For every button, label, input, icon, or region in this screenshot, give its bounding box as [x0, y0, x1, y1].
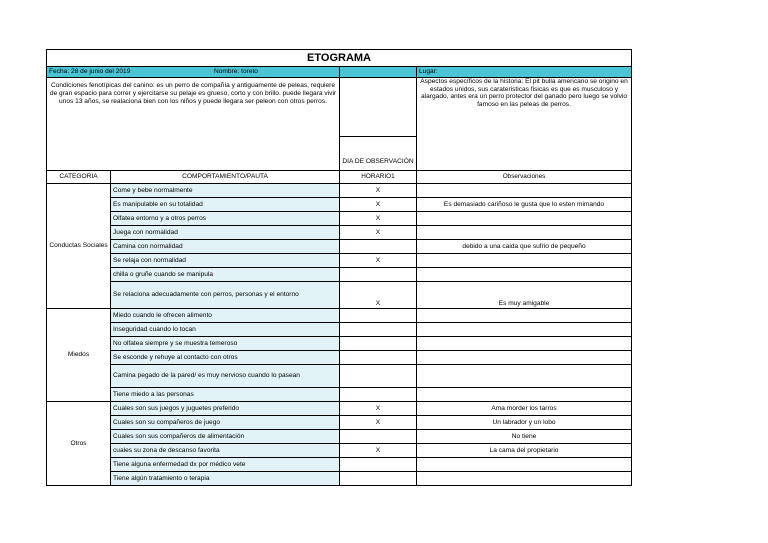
category-cell: Miedos — [47, 309, 111, 402]
table-row — [47, 184, 632, 198]
dia-blank-cell — [340, 78, 417, 137]
horario-mark-cell: X — [340, 212, 417, 226]
observation-cell: Es muy amigable — [417, 282, 632, 309]
horario-mark-cell: X — [340, 254, 417, 268]
observation-cell — [417, 337, 632, 351]
behavior-cell: Es manipulable en su totalidad — [111, 198, 340, 212]
etograma-table — [46, 49, 632, 486]
behavior-cell: Tiene alguna enfermedad dx por médico vete — [111, 458, 340, 472]
behavior-cell: Come y bebe normalmente — [111, 184, 340, 198]
behavior-cell: chilla o gruñe cuando se manipula — [111, 268, 340, 282]
category-cell: Otros — [47, 402, 111, 486]
horario-mark-cell: X — [340, 444, 417, 458]
behavior-cell: Cuales son sus compañeros de alimentación — [111, 430, 340, 444]
observation-cell: La cama del propietario — [417, 444, 632, 458]
behavior-cell: Inseguridad cuando lo tocan — [111, 323, 340, 337]
horario-mark-cell: X — [340, 402, 417, 416]
horario-mark-cell — [340, 430, 417, 444]
table-row — [47, 472, 632, 486]
horario-mark-cell: X — [340, 282, 417, 309]
behavior-cell: Camina pegado de la pared/ es muy nervioso cuando lo pasean — [111, 365, 340, 388]
header-empty-cell — [340, 67, 417, 78]
table-row — [47, 226, 632, 240]
condiciones-fenotipicas: Condiciones fenotípicas del canino: es un perro de compañía y antiguamente de peleas, requiere de gran espacio para correr y ejercitarse su pelaje es grueso, corto y con brillo. puede llegara vivir unos 13 años, se realaciona bien con los niños y puede llegara ser peleon con otros perros. — [47, 78, 340, 171]
table-row — [47, 268, 632, 282]
table-row — [47, 337, 632, 351]
behavior-cell: Se relaja con normalidad — [111, 254, 340, 268]
horario-mark-cell — [340, 323, 417, 337]
aspectos-especificos: Aspectos específicos de la historia: El pit bulla americano se origino en estados unidos, sus carateristicas fisicas es que es musculoso y alargado, antes era un perro protector del ganado pero luego se volvio famoso en las peleas de perros. — [417, 78, 632, 171]
horario-mark-cell — [340, 388, 417, 402]
behavior-cell: Juega con normalidad — [111, 226, 340, 240]
behavior-cell: Camina con normalidad — [111, 240, 340, 254]
observation-cell — [417, 388, 632, 402]
behavior-cell: Cuales son su compañeros de juego — [111, 416, 340, 430]
horario-mark-cell — [340, 309, 417, 323]
horario-mark-cell — [340, 268, 417, 282]
table-row — [47, 212, 632, 226]
horario-mark-cell — [340, 458, 417, 472]
table-row — [47, 365, 632, 388]
header-fecha-nombre — [47, 67, 340, 78]
observation-cell — [417, 323, 632, 337]
horario-mark-cell: X — [340, 226, 417, 240]
table-row — [47, 240, 632, 254]
observation-cell — [417, 254, 632, 268]
behavior-cell: Cuales son sus juegos y juguetes preferido — [111, 402, 340, 416]
observation-cell — [417, 309, 632, 323]
horario-mark-cell — [340, 351, 417, 365]
table-row — [47, 282, 632, 309]
table-row — [47, 388, 632, 402]
dia-observacion: DIA DE OBSERVACIÓN — [340, 136, 417, 170]
horario-mark-cell: X — [340, 184, 417, 198]
observation-cell — [417, 351, 632, 365]
observation-cell — [417, 184, 632, 198]
table-row — [47, 351, 632, 365]
table-row — [47, 430, 632, 444]
table-row — [47, 198, 632, 212]
horario-mark-cell — [340, 240, 417, 254]
horario-mark-cell — [340, 365, 417, 388]
table-row — [47, 416, 632, 430]
table-row — [47, 458, 632, 472]
observation-cell: Un labrador y un lobo — [417, 416, 632, 430]
col-horario: HORARIO1 — [340, 171, 417, 184]
behavior-cell: Tiene miedo a las personas — [111, 388, 340, 402]
horario-mark-cell: X — [340, 416, 417, 430]
behavior-cell: No olfatea siempre y se muestra temeroso — [111, 337, 340, 351]
category-cell: Conductas Sociales — [47, 184, 111, 309]
horario-mark-cell: X — [340, 198, 417, 212]
col-categoria: CATEGORIA — [47, 171, 111, 184]
table-row — [47, 402, 632, 416]
behavior-cell: Tiene algún tratamiento o terapia — [111, 472, 340, 486]
observation-cell — [417, 365, 632, 388]
observation-cell — [417, 472, 632, 486]
fecha-label: Fecha: 28 de junio del 2019 — [49, 68, 131, 75]
nombre-label: Nombre: toreto — [214, 68, 258, 75]
col-observaciones: Observaciones — [417, 171, 632, 184]
observation-cell — [417, 226, 632, 240]
observation-cell: debido a una caida que sufrio de pequeño — [417, 240, 632, 254]
behavior-cell: Miedo cuando le ofrecen alimento — [111, 309, 340, 323]
behavior-cell: cuales su zona de descanso favorita — [111, 444, 340, 458]
observation-cell: No tiene — [417, 430, 632, 444]
table-row — [47, 323, 632, 337]
page-title: ETOGRAMA — [47, 50, 632, 67]
horario-mark-cell — [340, 472, 417, 486]
table-row — [47, 309, 632, 323]
observation-cell — [417, 212, 632, 226]
behavior-cell: Olfatea entorno y a otros perros — [111, 212, 340, 226]
behavior-cell: Se esconde y rehuye al contacto con otros — [111, 351, 340, 365]
lugar-label: Lugar: — [417, 67, 632, 78]
table-row — [47, 444, 632, 458]
observation-cell: Ama morder los tarros — [417, 402, 632, 416]
observation-cell — [417, 268, 632, 282]
observation-cell — [417, 458, 632, 472]
behavior-cell: Se relaciona adecuadamente con perros, personas y el entorno — [111, 282, 340, 309]
horario-mark-cell — [340, 337, 417, 351]
col-comportamiento: COMPORTAMIENTO/PAUTA — [111, 171, 340, 184]
table-row — [47, 254, 632, 268]
observation-cell: Es demasiado cariñoso le gusta que lo esten mimando — [417, 198, 632, 212]
